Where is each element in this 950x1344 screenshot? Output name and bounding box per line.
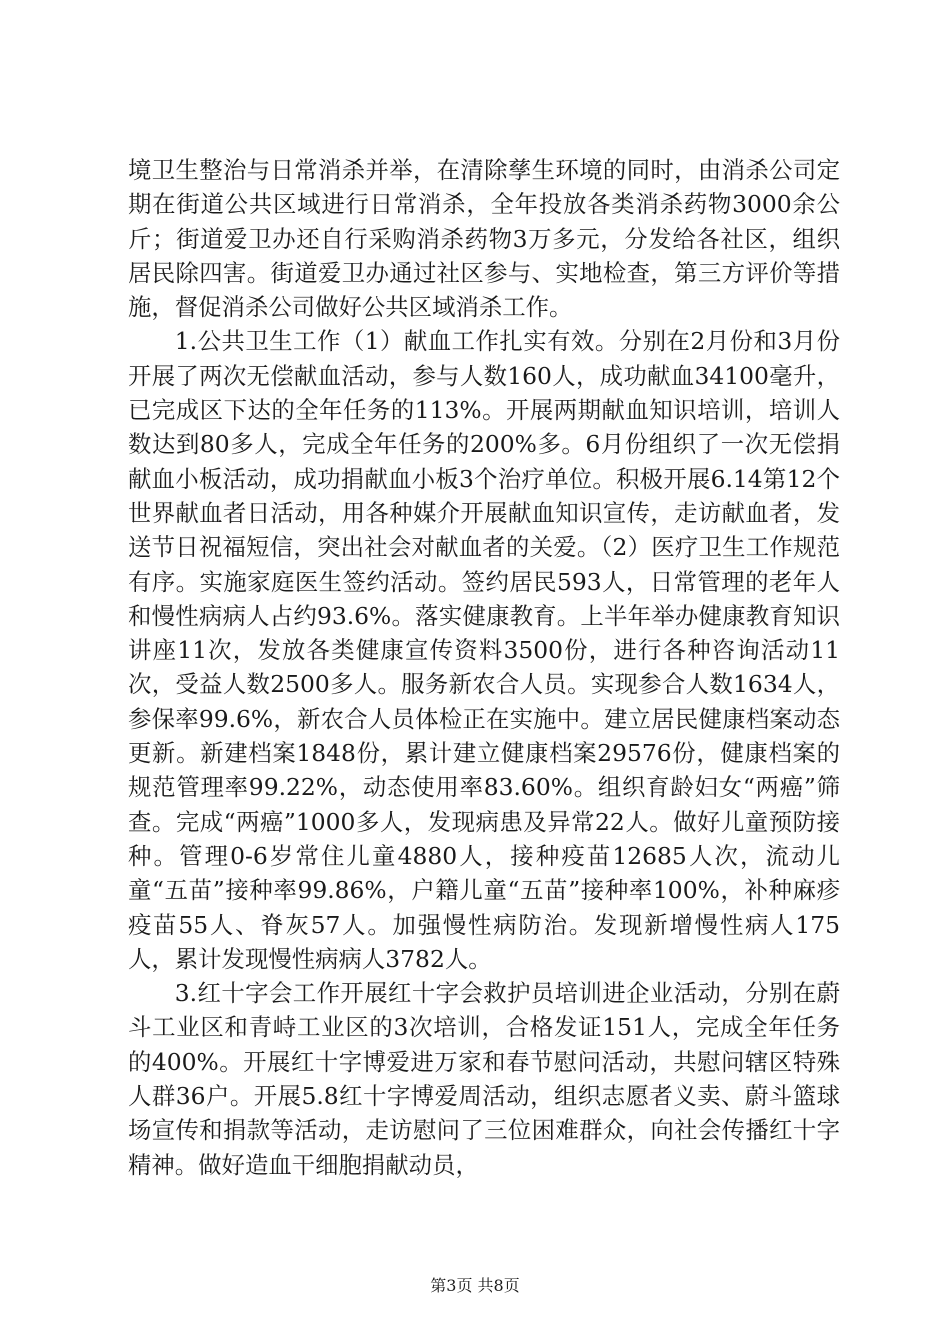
paragraph-red-cross: 3.红十字会工作开展红十字会救护员培训进企业活动，分别在蔚斗工业区和青峙工业区的3次培训，合格发证151人，完成全年任务的400%。开展红十字博爱进万家和春节慰问活动，共慰问辖区特殊人群36户。开展5.8红十字博爱周活动，组织志愿者义卖、蔚斗篮球场宣传和捐款等活动，走访慰问了三位困难群众，向社会传播红十字精神。做好造血干细胞捐献动员，: [128, 979, 840, 1179]
document-body: [128, 153, 840, 1182]
page-number: 第3页 共8页: [430, 1276, 520, 1295]
paragraph-sanitation-continued: 境卫生整治与日常消杀并举，在清除孳生环境的同时，由消杀公司定期在街道公共区域进行日常消杀，全年投放各类消杀药物3000余公斤；街道爱卫办还自行采购消杀药物3万多元，分发给各社区，组织居民除四害。街道爱卫办通过社区参与、实地检查，第三方评价等措施，督促消杀公司做好公共区域消杀工作。: [128, 156, 840, 322]
paragraph-public-health: 1.公共卫生工作（1）献血工作扎实有效。分别在2月份和3月份开展了两次无偿献血活动，参与人数160人，成功献血34100毫升，已完成区下达的全年任务的113%。开展两期献血知识培训，培训人数达到80多人，完成全年任务的200%多。6月份组织了一次无偿捐献血小板活动，成功捐献血小板3个治疗单位。积极开展6.14第12个世界献血者日活动，用各种媒介开展献血知识宣传，走访献血者，发送节日祝福短信，突出社会对献血者的关爱。（2）医疗卫生工作规范有序。实施家庭医生签约活动。签约居民593人，日常管理的老年人和慢性病病人占约93.6%。落实健康教育。上半年举办健康教育知识讲座11次，发放各类健康宣传资料3500份，进行各种咨询活动11次，受益人数2500多人。服务新农合人员。实现参合人数1634人，参保率99.6%，新农合人员体检正在实施中。建立居民健康档案动态更新。新建档案1848份，累计建立健康档案29576份，健康档案的规范管理率99.22%，动态使用率83.60%。组织育龄妇女“两癌”筛查。完成“两癌”1000多人，发现病患及异常22人。做好儿童预防接种。管理0-6岁常住儿童4880人，接种疫苗12685人次，流动儿童“五苗”接种率99.86%，户籍儿童“五苗”接种率100%，补种麻疹疫苗55人、脊灰57人。加强慢性病防治。发现新增慢性病人175人，累计发现慢性病病人3782人。: [128, 327, 840, 973]
page-footer: [0, 1276, 950, 1296]
